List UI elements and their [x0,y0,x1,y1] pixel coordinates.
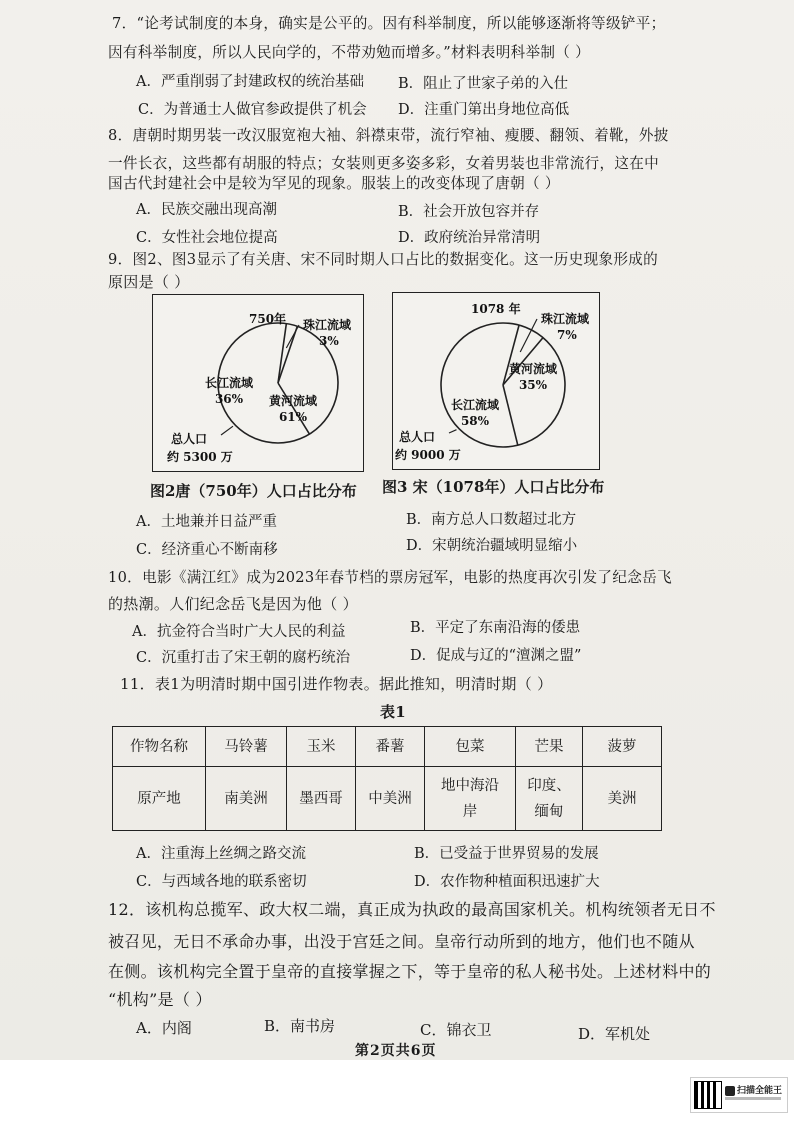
q7-option-a: A．严重削弱了封建政权的统治基础 [136,74,364,90]
crop-origin-cell [516,767,583,831]
q7-option-b: B．阻止了世家子弟的入仕 [398,76,569,92]
pie-slice-name: 长江流域 [450,398,500,412]
q12-option-a: A．内阁 [136,1019,192,1037]
q10-option-a: A．抗金符合当时广大人民的利益 [132,624,346,640]
scanner-brand [725,1083,782,1096]
q7-stem-line-1: 7．“论考试制度的本身，确实是公平的。因有科举制度，所以能够逐渐将等级铲平； [112,15,666,32]
crop-origin-line-1: 地中海沿 [441,777,499,794]
q7-option-c: C．为普通士人做官参政提供了机会 [138,102,367,118]
crop-table-name-row [113,727,662,767]
q11-option-b: B．已受益于世界贸易的发展 [414,846,599,862]
pie-slice-value: 58% [460,414,490,428]
crop-name-cell: 芒果 [516,727,583,767]
q9-option-a: A．土地兼并日益严重 [136,514,277,530]
q12-option-d: D．军机处 [578,1025,651,1043]
q9-option-b: B．南方总人口数超过北方 [406,512,577,528]
q11-option-d: D．农作物种植面积迅速扩大 [414,874,600,890]
scanner-brand-text: 扫描全能王 [737,1086,783,1096]
crop-name-cell: 马铃薯 [206,727,287,767]
q12-stem-line-1: 12．该机构总揽军、政大权二端，真正成为执政的最高国家机关。机构统领者无日不 [108,900,716,919]
pie-total-label: 总人口 [399,430,436,444]
q12-stem-line-2: 被召见，无日不承命办事，出没于宫廷之间。皇帝行动所到的地方，他们也不随从 [108,932,695,951]
page-number: 第2页共6页 [355,1043,437,1059]
pie-year-label: 1078 年 [471,302,521,316]
q11-option-c: C．与西域各地的联系密切 [136,874,307,890]
pie-slice-boundary [503,385,518,445]
pie-total-pointer [449,430,457,433]
pie-chart-song [392,292,600,470]
pie-slice-boundary [278,326,297,383]
pie-slice-name: 珠江流域 [541,312,590,326]
pie-slice-boundary [278,324,286,383]
pie-slice-value: 35% [518,378,548,392]
q12-option-c: C．锦衣卫 [420,1021,492,1039]
pie-slice-value: 3% [319,334,339,348]
q10-stem-line-1: 10．电影《满江红》成为2023年春节档的票房冠军，电影的热度再次引发了纪念岳飞 [108,569,672,586]
q12-option-b: B．南书房 [264,1017,336,1035]
q8-stem-line-3: 国古代封建社会中是较为罕见的现象。服装上的改变体现了唐朝（ ） [108,175,560,192]
q12-stem-line-3: 在侧。该机构完全置于皇帝的直接掌握之下，等于皇帝的私人秘书处。上述材料中的 [108,962,712,981]
q8-option-d: D．政府统治异常清明 [398,230,541,246]
q8-option-c: C．女性社会地位提高 [136,230,278,246]
pie-slice-name: 黄河流域 [508,362,558,376]
table-1-title: 表1 [380,703,407,721]
pie-total-pointer [221,426,233,435]
crop-origin-cell: 墨西哥 [287,767,356,831]
pie-slice-name: 珠江流域 [303,318,352,332]
crop-origin-cell: 中美洲 [356,767,425,831]
crop-name-cell: 番薯 [356,727,425,767]
q8-stem-line-2: 一件长衣，这些都有胡服的特点；女装则更多姿多彩，女着男装也非常流行，这在中 [108,155,660,172]
q9-option-d: D．宋朝统治疆域明显缩小 [406,538,578,554]
crop-table-origin-row [113,767,662,831]
crop-origin-line-2: 缅甸 [534,803,564,820]
scanner-tagline [725,1097,781,1100]
scanner-logo-icon [725,1086,735,1096]
pie-chart-tang-svg [153,295,363,471]
pie-slice-value: 36% [214,392,244,406]
scanner-watermark [690,1077,788,1113]
figure-2-caption: 图2唐（750年）人口占比分布 [150,482,357,500]
pie-slice-value: 7% [557,328,577,342]
pie-total-value: 约 5300 万 [167,450,233,464]
q11-stem: 11．表1为明清时期中国引进作物表。据此推知，明清时期（ ） [120,675,553,693]
crop-origin-line-1: 印度、 [527,777,571,794]
crop-name-cell: 菠萝 [583,727,662,767]
q8-option-a: A．民族交融出现高潮 [136,202,277,218]
crop-table [112,726,662,831]
q9-stem-line-2: 原因是（ ） [108,273,190,291]
q7-stem-line-2: 因有科举制度，所以人民向学的，不带劝勉而增多。”材料表明科举制（ ） [108,44,591,61]
q8-stem-line-1: 8．唐朝时期男装一改汉服宽袍大袖、斜襟束带，流行窄袖、瘦腰、翻领、着靴，外披 [108,127,669,144]
q10-option-d: D．促成与辽的“澶渊之盟” [410,648,582,664]
q8-option-b: B．社会开放包容并存 [398,204,540,220]
pie-total-label: 总人口 [171,432,208,446]
crop-table-header-name: 作物名称 [113,727,206,767]
crop-origin-line-2: 岸 [462,803,478,820]
crop-origin-cell: 南美洲 [206,767,287,831]
q9-stem-line-1: 9．图2、图3显示了有关唐、宋不同时期人口占比的数据变化。这一历史现象形成的 [108,251,659,268]
q12-stem-line-4: “机构”是（ ） [108,990,212,1009]
pie-chart-tang [152,294,364,472]
pie-slice-name: 黄河流域 [268,394,318,408]
crop-origin-cell: 美洲 [583,767,662,831]
qr-code-icon [695,1082,721,1108]
pie-slice-name: 长江流域 [204,376,254,390]
crop-origin-cell [425,767,516,831]
q11-option-a: A．注重海上丝绸之路交流 [136,846,306,862]
crop-name-cell: 包菜 [425,727,516,767]
q10-stem-line-2: 的热潮。人们纪念岳飞是因为他（ ） [108,595,358,613]
pie-chart-song-svg [393,293,599,469]
q10-option-b: B．平定了东南沿海的倭患 [410,620,581,636]
q10-option-c: C．沉重打击了宋王朝的腐朽统治 [136,650,351,666]
figure-3-caption: 图3 宋（1078年）人口占比分布 [382,478,605,496]
crop-table-header-origin: 原产地 [113,767,206,831]
pie-total-value: 约 9000 万 [395,448,461,462]
q9-option-c: C．经济重心不断南移 [136,542,278,558]
q7-option-d: D．注重门第出身地位高低 [398,102,570,118]
crop-name-cell: 玉米 [287,727,356,767]
pie-slice-value: 61% [278,410,308,424]
pie-year-label: 750年 [249,312,287,326]
pie-slice-boundary [278,383,309,434]
